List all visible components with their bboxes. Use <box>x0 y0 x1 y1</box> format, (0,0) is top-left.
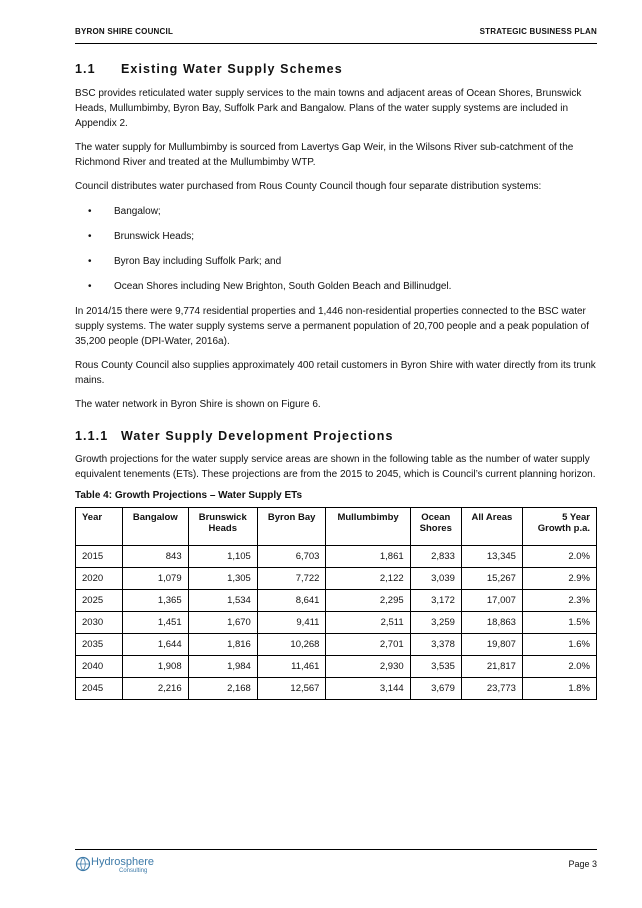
table-cell: 2.9% <box>522 568 596 590</box>
table-cell: 1.6% <box>522 634 596 656</box>
table-cell: 7,722 <box>257 568 326 590</box>
table-cell: 2040 <box>76 656 123 678</box>
logo-subtext: Consulting <box>119 868 148 874</box>
page-number: Page 3 <box>568 859 597 869</box>
growth-projections-table <box>75 507 597 700</box>
table-cell: 1,365 <box>123 590 189 612</box>
table-cell: 1,105 <box>188 546 257 568</box>
table-caption: Table 4: Growth Projections – Water Supply ETs <box>75 490 303 501</box>
globe-icon <box>75 856 91 872</box>
column-header: Brunswick Heads <box>188 508 257 546</box>
table-row <box>76 634 597 656</box>
table-cell: 17,007 <box>461 590 522 612</box>
table-cell: 1.5% <box>522 612 596 634</box>
table-cell: 11,461 <box>257 656 326 678</box>
table-row <box>76 678 597 700</box>
subsection-title: Water Supply Development Projections <box>121 429 394 443</box>
table-cell: 2,833 <box>410 546 461 568</box>
table-body <box>76 546 597 700</box>
table-cell: 2.0% <box>522 546 596 568</box>
table-cell: 1,816 <box>188 634 257 656</box>
hydrosphere-logo <box>75 856 154 875</box>
table-cell: 2030 <box>76 612 123 634</box>
table-header-row <box>76 508 597 546</box>
column-header: Year <box>76 508 123 546</box>
section-paragraph-3: Council distributes water purchased from Rous County Council though four separate distribution systems: <box>75 181 542 192</box>
table-cell: 2015 <box>76 546 123 568</box>
table-cell: 1,861 <box>326 546 410 568</box>
table-row <box>76 590 597 612</box>
section-paragraph-4: In 2014/15 there were 9,774 residential properties and 1,446 non-residential properties connected to the BSC water supply systems. The water supply systems serve a permanent population of 20,700 people and a peak population of 35,200 people (DPI-Water, 2016a). <box>75 306 590 347</box>
table-row <box>76 546 597 568</box>
table-cell: 1,305 <box>188 568 257 590</box>
header-doc-title: STRATEGIC BUSINESS PLAN <box>479 27 597 36</box>
table-cell: 19,807 <box>461 634 522 656</box>
table-cell: 3,378 <box>410 634 461 656</box>
table-cell: 2020 <box>76 568 123 590</box>
table-row <box>76 612 597 634</box>
table-cell: 13,345 <box>461 546 522 568</box>
table-cell: 18,863 <box>461 612 522 634</box>
footer-rule <box>75 849 597 850</box>
table-row <box>76 656 597 678</box>
table-cell: 1.8% <box>522 678 596 700</box>
table-cell: 6,703 <box>257 546 326 568</box>
section-title: Existing Water Supply Schemes <box>121 62 343 76</box>
table-cell: 1,984 <box>188 656 257 678</box>
table-row <box>76 568 597 590</box>
section-paragraph-5: Rous County Council also supplies approximately 400 retail customers in Byron Shire with water directly from its trunk mains. <box>75 360 596 386</box>
subsection-number: 1.1.1 <box>75 429 109 443</box>
logo-text: Hydrosphere <box>91 856 154 868</box>
table-cell: 2,511 <box>326 612 410 634</box>
table-cell: 843 <box>123 546 189 568</box>
column-header: Mullumbimby <box>326 508 410 546</box>
table-cell: 2,930 <box>326 656 410 678</box>
section-paragraph-2: The water supply for Mullumbimby is sourced from Lavertys Gap Weir, in the Wilsons River sub-catchment of the Richmond River and treated at the Mullumbimby WTP. <box>75 142 574 168</box>
table-cell: 2.3% <box>522 590 596 612</box>
table-cell: 1,670 <box>188 612 257 634</box>
table-cell: 3,039 <box>410 568 461 590</box>
table-cell: 2,122 <box>326 568 410 590</box>
column-header: Ocean Shores <box>410 508 461 546</box>
section-paragraph-6: The water network in Byron Shire is shown on Figure 6. <box>75 399 321 410</box>
table-cell: 8,641 <box>257 590 326 612</box>
table-cell: 2,701 <box>326 634 410 656</box>
table-cell: 9,411 <box>257 612 326 634</box>
column-header: All Areas <box>461 508 522 546</box>
table-cell: 1,079 <box>123 568 189 590</box>
section-number: 1.1 <box>75 62 96 76</box>
table-cell: 2035 <box>76 634 123 656</box>
subsection-paragraph-1: Growth projections for the water supply service areas are shown in the following table as the number of water supply equivalent tenements (ETs). These projections are from the 2015 to 2045, which is Council’s current planning horizon. <box>75 454 596 480</box>
table-cell: 3,535 <box>410 656 461 678</box>
table-cell: 2.0% <box>522 656 596 678</box>
table-cell: 1,908 <box>123 656 189 678</box>
table-cell: 1,644 <box>123 634 189 656</box>
table-cell: 3,679 <box>410 678 461 700</box>
table-cell: 2,168 <box>188 678 257 700</box>
table-cell: 3,259 <box>410 612 461 634</box>
list-item: • Byron Bay including Suffolk Park; and <box>75 254 597 279</box>
column-header: 5 Year Growth p.a. <box>522 508 596 546</box>
table-cell: 1,534 <box>188 590 257 612</box>
table-cell: 3,144 <box>326 678 410 700</box>
list-item: • Ocean Shores including New Brighton, South Golden Beach and Billinudgel. <box>75 279 597 304</box>
list-item: • Bangalow; <box>75 204 597 229</box>
table-cell: 10,268 <box>257 634 326 656</box>
table-cell: 2025 <box>76 590 123 612</box>
page-content <box>75 62 597 700</box>
table-cell: 15,267 <box>461 568 522 590</box>
table-cell: 2045 <box>76 678 123 700</box>
page-header <box>75 27 597 44</box>
distribution-list <box>75 204 597 304</box>
header-org: BYRON SHIRE COUNCIL <box>75 27 174 36</box>
table-cell: 2,216 <box>123 678 189 700</box>
section-heading <box>75 62 597 76</box>
column-header: Bangalow <box>123 508 189 546</box>
subsection-heading <box>75 429 597 443</box>
table-cell: 12,567 <box>257 678 326 700</box>
list-item: • Brunswick Heads; <box>75 229 597 254</box>
column-header: Byron Bay <box>257 508 326 546</box>
table-cell: 3,172 <box>410 590 461 612</box>
table-cell: 2,295 <box>326 590 410 612</box>
table-cell: 21,817 <box>461 656 522 678</box>
table-cell: 1,451 <box>123 612 189 634</box>
table-cell: 23,773 <box>461 678 522 700</box>
section-paragraph-1: BSC provides reticulated water supply services to the main towns and adjacent areas of Ocean Shores, Brunswick Heads, Mullumbimby, Byron Bay, Suffolk Park and Bangalow. Plans of the water supply systems are included in Appendix 2. <box>75 88 582 129</box>
